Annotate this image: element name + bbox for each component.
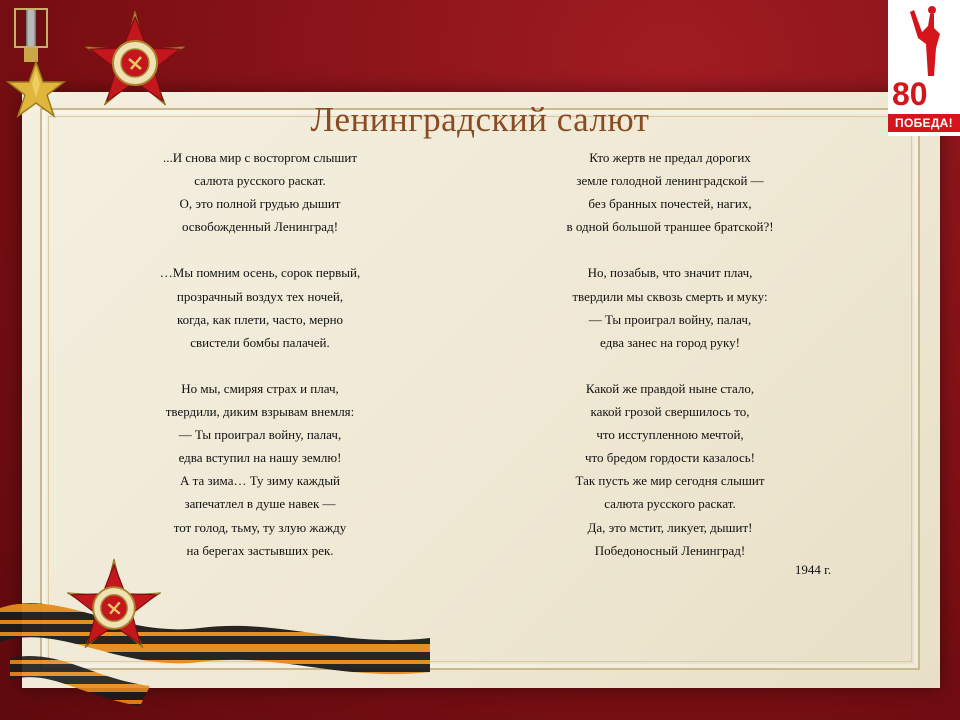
poem-line: свистели бомбы палачей. <box>190 334 330 350</box>
badge-label: ПОБЕДА! <box>888 114 960 132</box>
poem-line: Какой же правдой ныне стало, <box>585 380 755 396</box>
poem-line: твердили, диким взрывам внемля: <box>165 404 355 420</box>
poem-line: Да, это мстит, ликует, дышит! <box>587 519 753 535</box>
poem-line: О, это полной грудью дышит <box>179 196 341 212</box>
poem-line: — Ты проиграл войну, палач, <box>588 311 752 327</box>
poem-line: прозрачный воздух тех ночей, <box>176 288 344 304</box>
poem-line: салюта русского раскат. <box>604 496 736 512</box>
poem-stanza <box>510 261 830 353</box>
medal-ribbon <box>14 8 48 48</box>
poem-line: ...И снова мир с восторгом слышит <box>162 150 358 165</box>
poem-line: что бредом гордости казалось! <box>584 450 756 466</box>
poem-line: едва вступил на нашу землю! <box>178 450 342 466</box>
poem-line: Так пусть же мир сегодня слышит <box>575 473 765 489</box>
poem-year: 1944 г. <box>794 562 832 577</box>
poem-line: запечатлел в душе навек — <box>184 496 336 512</box>
badge-number: 80 <box>892 76 928 112</box>
poem-line: Победоносный Ленинград! <box>594 542 746 558</box>
poem-line: освобожденный Ленинград! <box>181 219 339 235</box>
poem-stanza <box>100 377 420 562</box>
poem-line: твердили мы сквозь смерть и муку: <box>572 288 768 304</box>
poem-line: Но мы, смиряя страх и плач, <box>181 380 339 396</box>
poem-line: земле голодной ленинградской — <box>576 173 764 189</box>
poem-stanza <box>100 146 420 238</box>
poem-line: что исступленною мечтой, <box>596 427 744 443</box>
poem-column-left <box>100 146 420 585</box>
poem-line: А та зима… Ту зиму каждый <box>179 473 341 489</box>
poem-line: — Ты проиграл войну, палач, <box>178 427 342 443</box>
motherland-statue-icon <box>906 4 952 78</box>
order-patriotic-war-icon <box>62 556 166 660</box>
poem-line: Но, позабыв, что значит плач, <box>587 265 753 281</box>
poem-line: едва занес на город руку! <box>600 334 740 350</box>
poem-line: Кто жертв не предал дорогих <box>589 150 751 165</box>
poem-line: без бранных почестей, нагих, <box>588 196 752 212</box>
poem-line: …Мы помним осень, сорок первый, <box>159 265 361 281</box>
poem-line: на берегах застывших рек. <box>186 542 334 558</box>
poem-stanza <box>510 146 830 238</box>
poem-title: Ленинградский салют <box>310 100 650 139</box>
poem-stanza <box>510 377 830 562</box>
poem-line: когда, как плети, часто, мерно <box>176 311 344 327</box>
poem-column-right <box>510 146 830 585</box>
poem-line: какой грозой свершилось то, <box>590 404 750 420</box>
poem-stanza <box>100 261 420 353</box>
poem-line: салюта русского раскат. <box>194 173 326 189</box>
poem-line: в одной большой траншее братской?! <box>566 219 774 235</box>
poem-line: тот голод, тьму, ту злую жажду <box>173 519 347 535</box>
